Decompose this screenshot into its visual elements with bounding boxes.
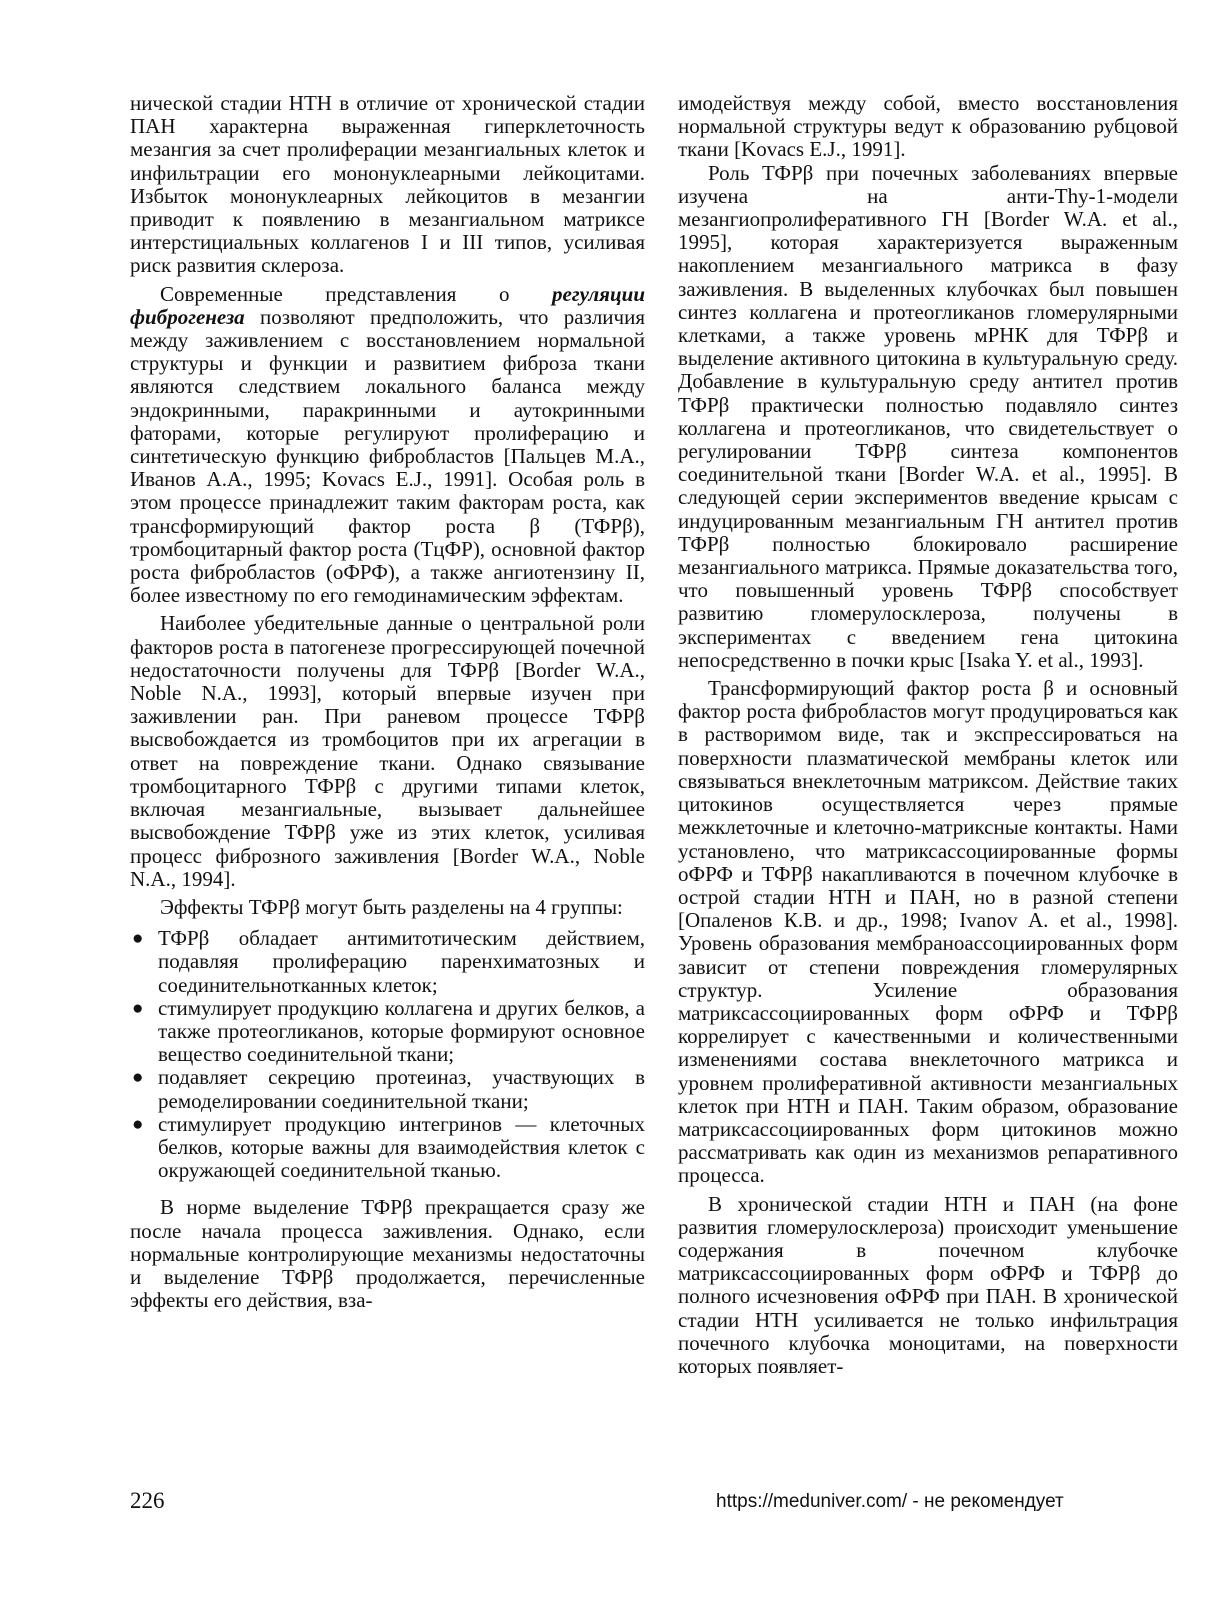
bullet-icon: ● bbox=[132, 997, 144, 1019]
paragraph: Трансформирующий фактор роста β и основный фактор роста фибробластов могут продуцироваться как в растворимом виде, так и экспрессироваться на поверхности плазматической мембраны клеток или связываться внеклеточным матриксом. Действие таких цитокинов осуществляется через прямые межклеточные и клеточно-матриксные контакты. Нами установлено, что матриксассоциированные формы оФРФ и ТФРβ накапливаются в почечном клубочке в острой стадии НТН и ПАН, но в разной степени [Опаленов К.В. и др., 1998; Ivanov A. et al., 1998]. Уровень образования мембраноассоциированных форм зависит от степени повреждения гломерулярных структур. Усиление образования матриксассоциированных форм оФРФ и ТФРβ коррелирует с качественными и количественными изменениями состава внеклеточного матрикса и уровнем пролиферативной активности мезангиальных клеток при НТН и ПАН. Таким образом, образование матриксассоциированных форм цитокинов можно рассматривать как один из механизмов репаративного процесса. bbox=[678, 676, 1178, 1188]
list-item-text: ТФРβ обладает антимитотическим действием, подавляя пролиферацию паренхиматозных и соединительнотканных клеток; bbox=[158, 926, 645, 997]
paragraph: В норме выделение ТФРβ прекращается сразу же после начала процесса заживления. Однако, если нормальные контролирующие механизмы недостаточны и выделение ТФРβ продолжается, перечисленные эффекты его действия, вза- bbox=[130, 1195, 645, 1313]
list-item bbox=[130, 1066, 645, 1112]
page-number: 226 bbox=[130, 1488, 165, 1513]
left-column bbox=[130, 92, 645, 1312]
list-item-text: стимулирует продукцию интегринов — клеточных белков, которые важны для взаимодействия клеток с окружающей соединительной тканью. bbox=[158, 1111, 645, 1183]
list-item-text: подавляет секрецию протеиназ, участвующих в ремоделировании соединительной ткани; bbox=[158, 1065, 645, 1113]
list-item bbox=[130, 927, 645, 997]
bullet-list bbox=[130, 927, 645, 1182]
emphasized-term: регуляции фиброгенеза bbox=[130, 281, 645, 329]
right-column bbox=[678, 92, 1178, 1378]
paragraph: Эффекты ТФРβ могут быть разделены на 4 группы: bbox=[160, 894, 623, 919]
paragraph-text: Современные представления о bbox=[160, 281, 553, 306]
paragraph: Наиболее убедительные данные о центральной роли факторов роста в патогенезе прогрессирующей почечной недостаточности получены для ТФРβ [Border W.A., Noble N.A., 1993], который впервые изучен при заживлении ран. При раневом процессе ТФРβ высвобождается из тромбоцитов при их агрегации в ответ на повреждение ткани. Однако связывание тромбоцитарного ТФРβ с другими типами клеток, включая мезангиальные, вызывает дальнейшее высвобождение ТФРβ уже из этих клеток, усиливая процесс фиброзного заживления [Border W.A., Noble N.A., 1994]. bbox=[130, 611, 645, 891]
paragraph: В хронической стадии НТН и ПАН (на фоне развития гломерулосклероза) происходит уменьшение содержания в почечном клубочке матриксассоциированных форм оФРФ и ТФРβ до полного исчезновения оФРФ при ПАН. В хронической стадии НТН усиливается не только инфильтрация почечного клубочка моноцитами, на поверхности которых появляет- bbox=[678, 1191, 1178, 1378]
paragraph bbox=[130, 283, 645, 608]
list-item bbox=[130, 1113, 645, 1183]
bullet-icon: ● bbox=[132, 1113, 144, 1135]
paragraph-text: позволяют предположить, что различия между заживлением с восстановлением нормальной структуры и функции и развитием фиброза ткани являются следствием локального баланса между эндокринными, паракринными и аутокринными фаторами, которые регулируют пролиферацию и синтетическую функцию фибробластов [Пальцев М.А., Иванов А.А., 1995; Kovacs E.J., 1991]. Особая роль в этом процессе принадлежит таким факторам роста, как трансформирующий фактор роста β (ТФРβ), тромбоцитарный фактор роста (ТцФР), основной фактор роста фибробластов (оФРФ), а также ангиотензину II, более известному по его гемодинамическим эффектам. bbox=[130, 304, 645, 608]
paragraph: имодействуя между собой, вместо восстановления нормальной структуры ведут к образованию рубцовой ткани [Kovacs E.J., 1991]. bbox=[678, 91, 1178, 162]
bullet-icon: ● bbox=[132, 928, 144, 950]
bullet-icon: ● bbox=[132, 1067, 144, 1089]
list-item-text: стимулирует продукцию коллагена и других белков, а также протеогликанов, которые формируют основное вещество соединительной ткани; bbox=[158, 995, 645, 1067]
paragraph: нической стадии НТН в отличие от хронической стадии ПАН характерна выраженная гиперклеточность мезангия за счет пролиферации мезангиальных клеток и инфильтрации его мононуклеарными лейкоцитами. Избыток мононуклеарных лейкоцитов в мезангии приводит к появлению в мезангиальном матриксе интерстициальных коллагенов I и III типов, усиливая риск развития склероза. bbox=[130, 91, 645, 278]
paragraph: Роль ТФРβ при почечных заболеваниях впервые изучена на анти-Thy-1-модели мезангиопролиферативного ГН [Border W.A. et al., 1995], которая характеризуется выраженным накоплением мезангиального матрикса в фазу заживления. В выделенных клубочках был повышен синтез коллагена и протеогликанов гломерулярными клетками, а также уровень мРНК для ТФРβ и выделение активного цитокина в культуральную среду. Добавление в культуральную среду антител против ТФРβ практически полностью подавляло синтез коллагена и протеогликанов, что свидетельствует о регулировании ТФРβ синтеза компонентов соединительной ткани [Border W.A. et al., 1995]. В следующей серии экспериментов введение крысам с индуцированным мезангиальным ГН антител против ТФРβ полностью блокировало расширение мезангиального матрикса. Прямые доказательства того, что повышенный уровень ТФРβ способствует развитию гломерулосклероза, получены в экспериментах с введением гена цитокина непосредственно в почки крыс [Isaka Y. et al., 1993]. bbox=[678, 160, 1178, 672]
footer-url: https://meduniver.com/ - не рекомендует bbox=[716, 1491, 1064, 1512]
list-item bbox=[130, 997, 645, 1067]
